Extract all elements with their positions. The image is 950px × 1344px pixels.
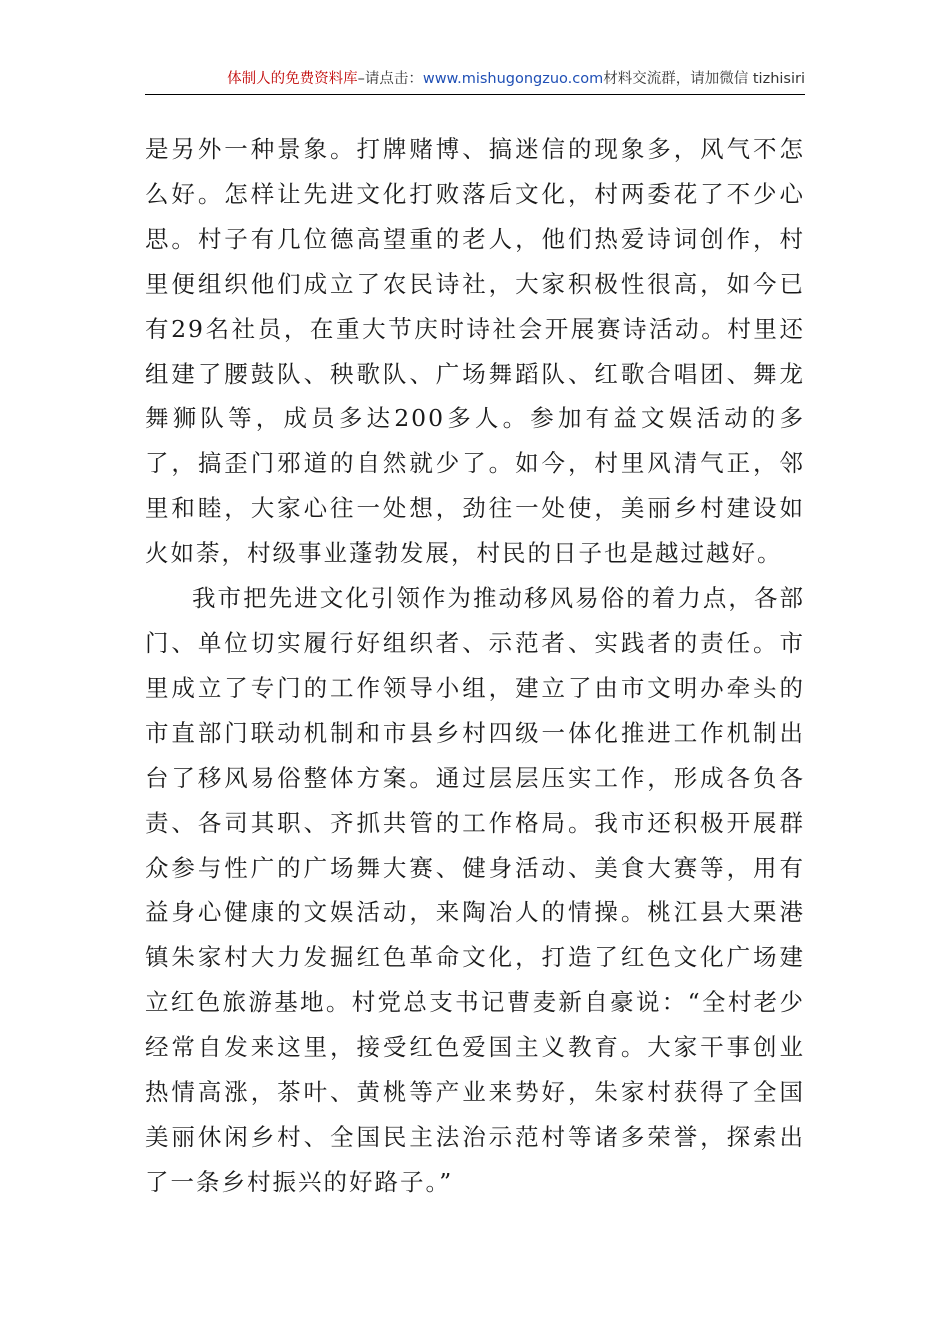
header-prompt: –请点击： xyxy=(357,71,423,87)
article-body xyxy=(145,127,805,1205)
paragraph: 我市把先进文化引领作为推动移风易俗的着力点，各部门、单位切实履行好组织者、示范者、实践者的责任。市里成立了专门的工作领导小组，建立了由市文明办牵头的市直部门联动机制和市县乡村四级一体化推进工作机制出台了移风易俗整体方案。通过层层压实工作，形成各负各责、各司其职、齐抓共管的工作格局。我市还积极开展群众参与性广的广场舞大赛、健身活动、美食大赛等，用有益身心健康的文娱活动，来陶冶人的情操。桃江县大栗港镇朱家村大力发掘红色革命文化，打造了红色文化广场建立红色旅游基地。村党总支书记曹麦新自豪说：“全村老少经常自发来这里，接受红色爱国主义教育。大家干事创业热情高涨，茶叶、黄桃等产业来势好，朱家村获得了全国美丽休闲乡村、全国民主法治示范村等诸多荣誉，探索出了一条乡村振兴的好路子。” xyxy=(145,584,805,1196)
header-contact-text: 材料交流群，请加微信 tizhisiri xyxy=(603,71,805,87)
paragraph-continued: 是另外一种景象。打牌赌博、搞迷信的现象多，风气不怎么好。怎样让先进文化打败落后文化，村两委花了不少心思。村子有几位德高望重的老人，他们热爱诗词创作，村里便组织他们成立了农民诗社，大家积极性很高，如今已有29名社员，在重大节庆时诗社会开展赛诗活动。村里还组建了腰鼓队、秧歌队、广场舞蹈队、红歌合唱团、舞龙舞狮队等，成员多达200多人。参加有益文娱活动的多了，搞歪门邪道的自然就少了。如今，村里风清气正，邻里和睦，大家心往一处想，劲往一处使，美丽乡村建设如火如荼，村级事业蓬勃发展，村民的日子也是越过越好。 xyxy=(145,135,805,568)
header-brand-link[interactable]: 体制人的免费资料库 xyxy=(227,71,358,87)
page-header xyxy=(145,68,805,95)
header-url-link[interactable]: www.mishugongzuo.com xyxy=(422,71,604,87)
